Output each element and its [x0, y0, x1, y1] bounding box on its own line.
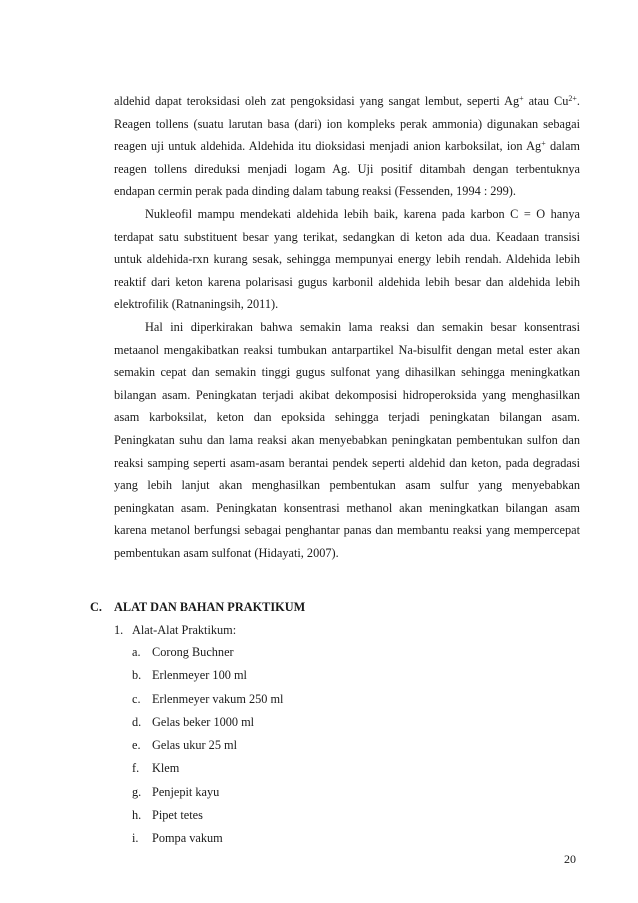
subsection-title: Alat-Alat Praktikum:	[132, 623, 237, 637]
equipment-list	[132, 641, 580, 851]
section-heading	[90, 596, 580, 618]
list-item-text: Pompa vakum	[152, 831, 223, 846]
list-marker: e.	[132, 738, 141, 753]
list-item-text: Gelas ukur 25 ml	[152, 738, 238, 753]
paragraph-3: Hal ini diperkirakan bahwa semakin lama reaksi dan semakin besar konsentrasi metaanol mengakibatkan reaksi tumbukan antarpartikel Na-bisulfit dengan metal ester akan semakin cepat dan semakin tinggi gugus sulfonat yang dihasilkan sehingga meningkatkan bilangan asam. Peningkatan terjadi akibat dekomposisi hidroperoksida yang menghasilkan asam karboksilat, keton dan epoksida sehingga terjadi peningkatan bilangan asam. Peningkatan suhu dan lama reaksi akan menyebabkan peningkatan pembentukan sulfon dan reaksi samping seperti asam-asam berantai pendek seperti aldehid dan keton, pada degradasi yang lebih lanjut akan menghasilkan pembentukan asam sulfur yang menyebabkan peningkatan asam. Peningkatan konsentrasi methanol akan meningkatkan bilangan asam karena metanol berfungsi sebagai penghantar panas dan membantu reaksi yang mempercepat pembentukan asam sulfonat (Hidayati, 2007).	[114, 319, 580, 560]
list-marker: d.	[132, 714, 142, 729]
list-marker: c.	[132, 691, 141, 706]
list-item	[132, 688, 580, 711]
list-item	[132, 664, 580, 687]
section-title: ALAT DAN BAHAN PRAKTIKUM	[114, 600, 306, 614]
paragraph-1-part-2: atau Cu	[523, 94, 569, 108]
list-item-text: Pipet tetes	[152, 808, 203, 823]
list-marker: g.	[132, 784, 142, 799]
superscript-ag-charge: +	[519, 94, 524, 103]
list-marker: f.	[132, 761, 140, 776]
paragraph-1-part-4: dalam reagen tollens direduksi menjadi logam Ag. Uji positif ditambah dengan terbentuknya endapan cermin perak pada dinding dalam tabung reaksi (Fessenden, 1994 : 299).	[114, 139, 580, 199]
superscript-cu-charge: 2+	[568, 94, 577, 103]
paragraph-1-part-1: aldehid dapat teroksidasi oleh zat pengoksidasi yang sangat lembut, seperti Ag	[114, 94, 520, 108]
list-item-text: Erlenmeyer vakum 250 ml	[152, 691, 284, 706]
list-item	[132, 757, 580, 780]
list-item-text: Klem	[152, 761, 180, 776]
list-marker: b.	[132, 668, 142, 683]
list-item	[132, 641, 580, 664]
page-number: 20	[564, 852, 576, 866]
section-letter: C.	[90, 600, 102, 614]
paragraph-1-part-3: . Reagen tollens (suatu larutan basa (dari) ion kompleks perak ammonia) digunakan sebagai reagen uji untuk aldehida. Aldehida itu dioksidasi menjadi anion karboksilat, ion Ag	[114, 94, 580, 154]
section-c	[90, 596, 580, 851]
list-marker: i.	[132, 831, 139, 846]
list-item-text: Corong Buchner	[152, 645, 234, 659]
list-item-text: Erlenmeyer 100 ml	[152, 668, 247, 683]
subsection-heading	[114, 619, 580, 641]
paragraph-2: Nukleofil mampu mendekati aldehida lebih baik, karena pada karbon C = O hanya terdapat satu substituent besar yang terikat, sedangkan di keton ada dua. Keadaan transisi untuk aldehida-rxn kurang sesak, sehingga mempunyai energy lebih rendah. Aldehida lebih reaktif dari keton karena polarisasi gugus karbonil aldehida lebih besar dan aldehida lebih elektrofilik (Ratnaningsih, 2011).	[114, 206, 580, 312]
list-item	[132, 804, 580, 827]
list-item	[132, 781, 580, 804]
body-text	[114, 90, 580, 564]
list-item-text: Gelas beker 1000 ml	[152, 714, 255, 729]
list-item	[132, 827, 580, 850]
paragraph-1	[114, 90, 580, 203]
list-marker: h.	[132, 808, 142, 823]
list-item	[132, 734, 580, 757]
subsection-number: 1.	[114, 623, 124, 637]
list-marker: a.	[132, 645, 141, 659]
list-item-text: Penjepit kayu	[152, 784, 220, 799]
superscript-ag-ion-charge: +	[541, 139, 546, 149]
list-item	[132, 711, 580, 734]
